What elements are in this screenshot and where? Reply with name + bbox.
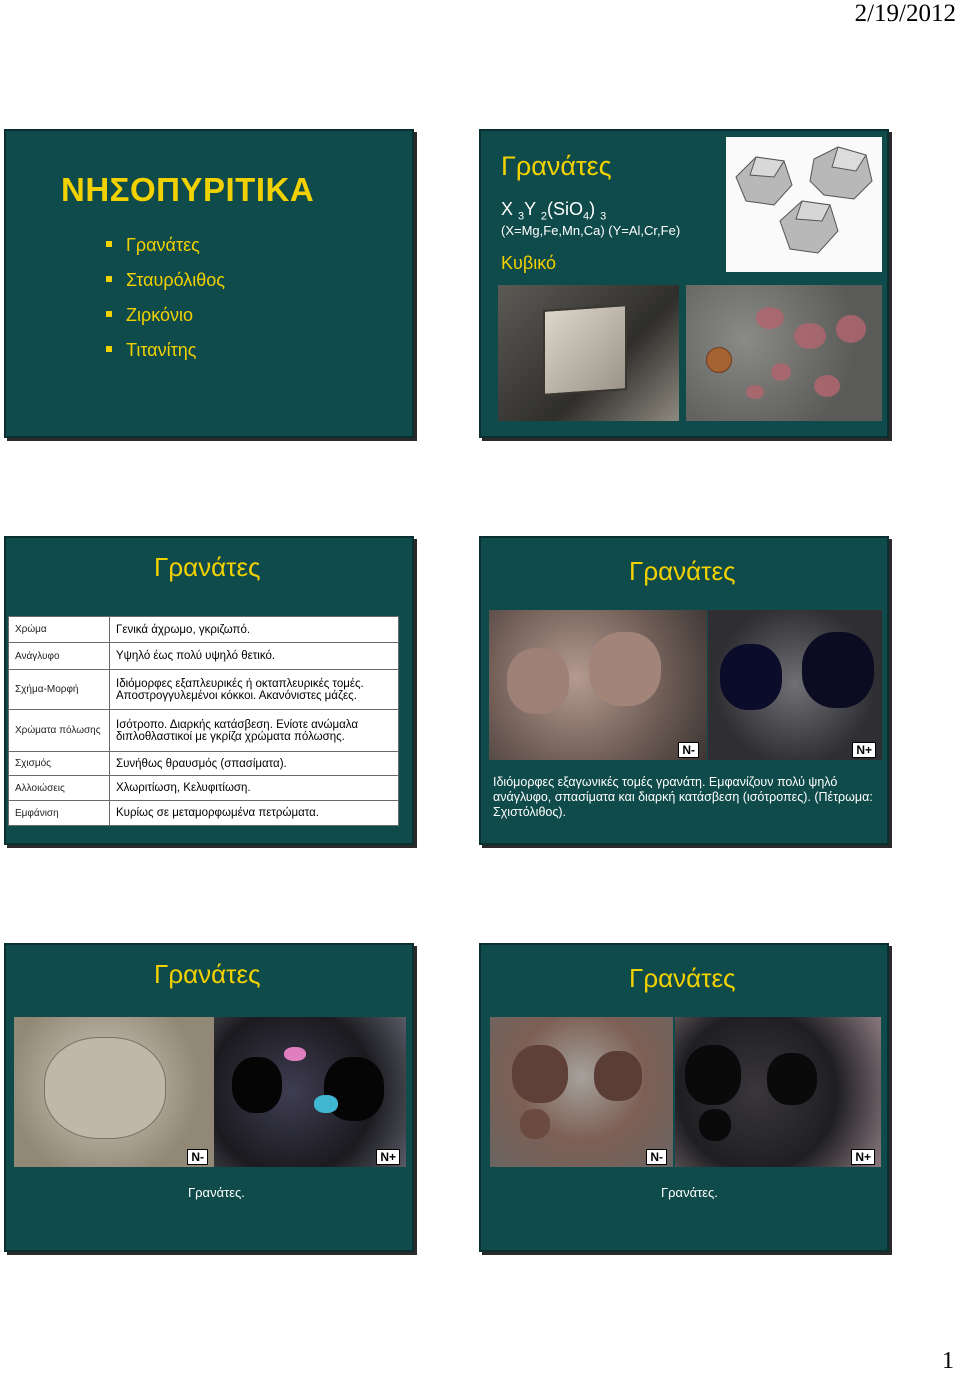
slide-garnet-formula — [479, 129, 889, 438]
mineral-list — [126, 235, 225, 375]
table-row: Σχισμός Συνήθως θραυσμός (σπασίματα). — [9, 752, 399, 776]
chemical-formula: X $_3$Y $_2$(SiO$_4$) $_3$ — [501, 199, 607, 223]
micrograph-xpl: N+ — [214, 1017, 406, 1167]
table-row: Αλλοιώσεις Χλωριτίωση, Κελυφιτίωση. — [9, 776, 399, 801]
slide-title: Γρανάτες — [629, 963, 736, 993]
garnet-rock-photo — [686, 285, 882, 421]
list-item: Σταυρόλιθος — [126, 270, 225, 305]
table-row: Χρώμα Γενικά άχρωμο, γκριζωπό. — [9, 617, 399, 643]
properties-table — [8, 616, 399, 826]
caption: Ιδιόμορφες εξαγωνικές τομές γρανάτη. Εμφανίζουν πολύ ψηλό ανάγλυφο, σπασίματα και διαρκή κατάσβεση (ισότροπες). (Πέτρωμα: Σχιστόλιθος). — [493, 775, 873, 819]
caption: Γρανάτες. — [188, 1185, 245, 1200]
slide-title: Γρανάτες — [501, 151, 612, 181]
slide-title: Γρανάτες — [154, 552, 261, 582]
micrograph-xpl: N+ — [675, 1017, 881, 1167]
micrograph-ppl: N- — [490, 1017, 673, 1167]
slide-title: Γρανάτες — [629, 556, 736, 586]
slide-nesosilicates — [4, 129, 414, 438]
table-row: Ανάγλυφο Υψηλό έως πολύ υψηλό θετικό. — [9, 643, 399, 670]
date-header: 2/19/2012 — [854, 0, 956, 27]
coin-scale — [706, 347, 732, 373]
slide-garnet-micro-2 — [479, 943, 889, 1252]
micrograph-ppl: N- — [489, 610, 707, 760]
micrograph-ppl: N- — [14, 1017, 214, 1167]
garnet-crystal-photo — [498, 285, 679, 421]
list-item: Τιτανίτης — [126, 340, 225, 375]
caption: Γρανάτες. — [661, 1185, 718, 1200]
crystal-models-image — [726, 137, 882, 272]
page-number: 1 — [942, 1348, 954, 1374]
slide-garnet-properties — [4, 536, 414, 845]
micrograph-xpl: N+ — [708, 610, 882, 760]
list-item: Ζιρκόνιο — [126, 305, 225, 340]
slide-garnet-micro-1 — [4, 943, 414, 1252]
table-row: Εμφάνιση Κυρίως σε μεταμορφωμένα πετρώματα. — [9, 801, 399, 826]
crystal-system: Κυβικό — [501, 253, 556, 273]
formula-variables: (X=Mg,Fe,Mn,Ca) (Y=Al,Cr,Fe) — [501, 223, 681, 238]
table-row: Σχήμα-Μορφή Ιδιόμορφες εξαπλευρικές ή οκταπλευρικές τομές. Αποστρογγυλεμένοι κόκκοι. Ακανόνιστες μάζες. — [9, 670, 399, 710]
slide-title: Γρανάτες — [154, 959, 261, 989]
list-item: Γρανάτες — [126, 235, 225, 270]
slide-title: ΝΗΣΟΠΥΡΙΤΙΚΑ — [61, 171, 315, 208]
table-row: Χρώματα πόλωσης Ισότροπο. Διαρκής κατάσβεση. Ενίοτε ανώμαλα διπλοθλαστικοί με γκρίζα χρώματα πόλωσης. — [9, 710, 399, 752]
slide-garnet-hexagonal — [479, 536, 889, 845]
